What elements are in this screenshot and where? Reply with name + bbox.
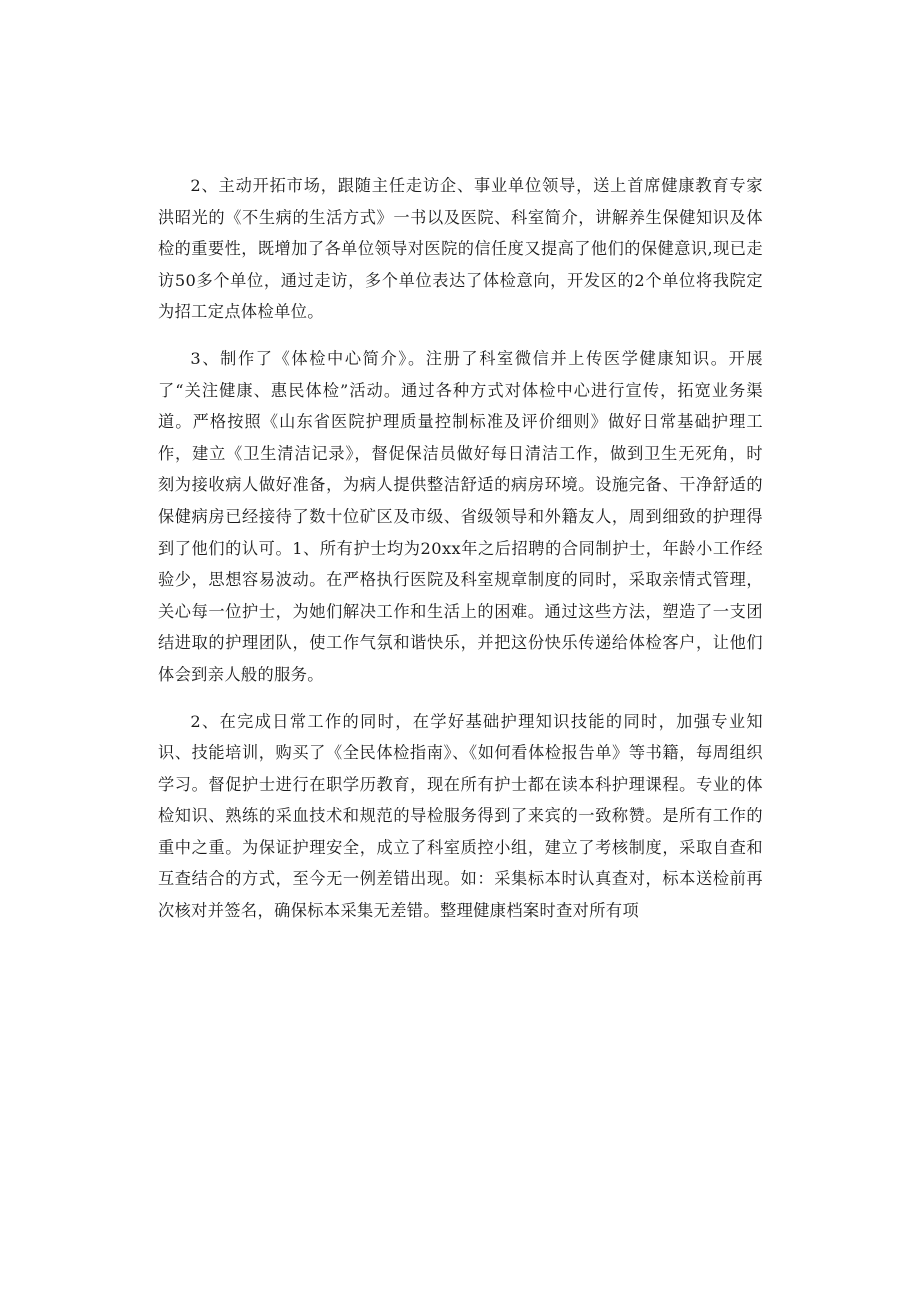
document-page <box>158 170 763 942</box>
paragraph-market-expansion: 2、主动开拓市场，跟随主任走访企、事业单位领导，送上首席健康教育专家洪昭光的《不生病的生活方式》一书以及医院、科室简介，讲解养生保健知识及体检的重要性，既增加了各单位领导对医院的信任度又提高了他们的保健意识,现已走访50多个单位，通过走访，多个单位表达了体检意向，开发区的2个单位将我院定为招工定点体检单位。 <box>158 176 763 322</box>
paragraph-training-and-safety: 2、在完成日常工作的同时，在学好基础护理知识技能的同时，加强专业知识、技能培训，购买了《全民体检指南》、《如何看体检报告单》等书籍，每周组织学习。督促护士进行在职学历教育，现在所有护士都在读本科护理课程。专业的体检知识、熟练的采血技术和规范的导检服务得到了来宾的一致称赞。是所有工作的重中之重。为保证护理安全，成立了科室质控小组，建立了考核制度，采取自查和互查结合的方式，至今无一例差错出现。如：采集标本时认真查对，标本送检前再次核对并签名，确保标本采集无差错。整理健康档案时查对所有项 <box>158 711 763 921</box>
paragraph-brochure-and-nursing: 3、制作了《体检中心简介》。注册了科室微信并上传医学健康知识。开展了“关注健康、惠民体检”活动。通过各种方式对体检中心进行宣传，拓宽业务渠道。严格按照《山东省医院护理质量控制标准及评价细则》做好日常基础护理工作，建立《卫生清洁记录》，督促保洁员做好每日清洁工作，做到卫生无死角，时刻为接收病人做好准备，为病人提供整洁舒适的病房环境。设施完备、干净舒适的保健病房已经接待了数十位矿区及市级、省级领导和外籍友人，周到细致的护理得到了他们的认可。1、所有护士均为20xx年之后招聘的合同制护士，年龄小工作经验少，思想容易波动。在严格执行医院及科室规章制度的同时，采取亲情式管理，关心每一位护士，为她们解决工作和生活上的困难。通过这些方法，塑造了一支团结进取的护理团队，使工作气氛和谐快乐，并把这份快乐传递给体检客户，让他们体会到亲人般的服务。 <box>158 348 763 684</box>
